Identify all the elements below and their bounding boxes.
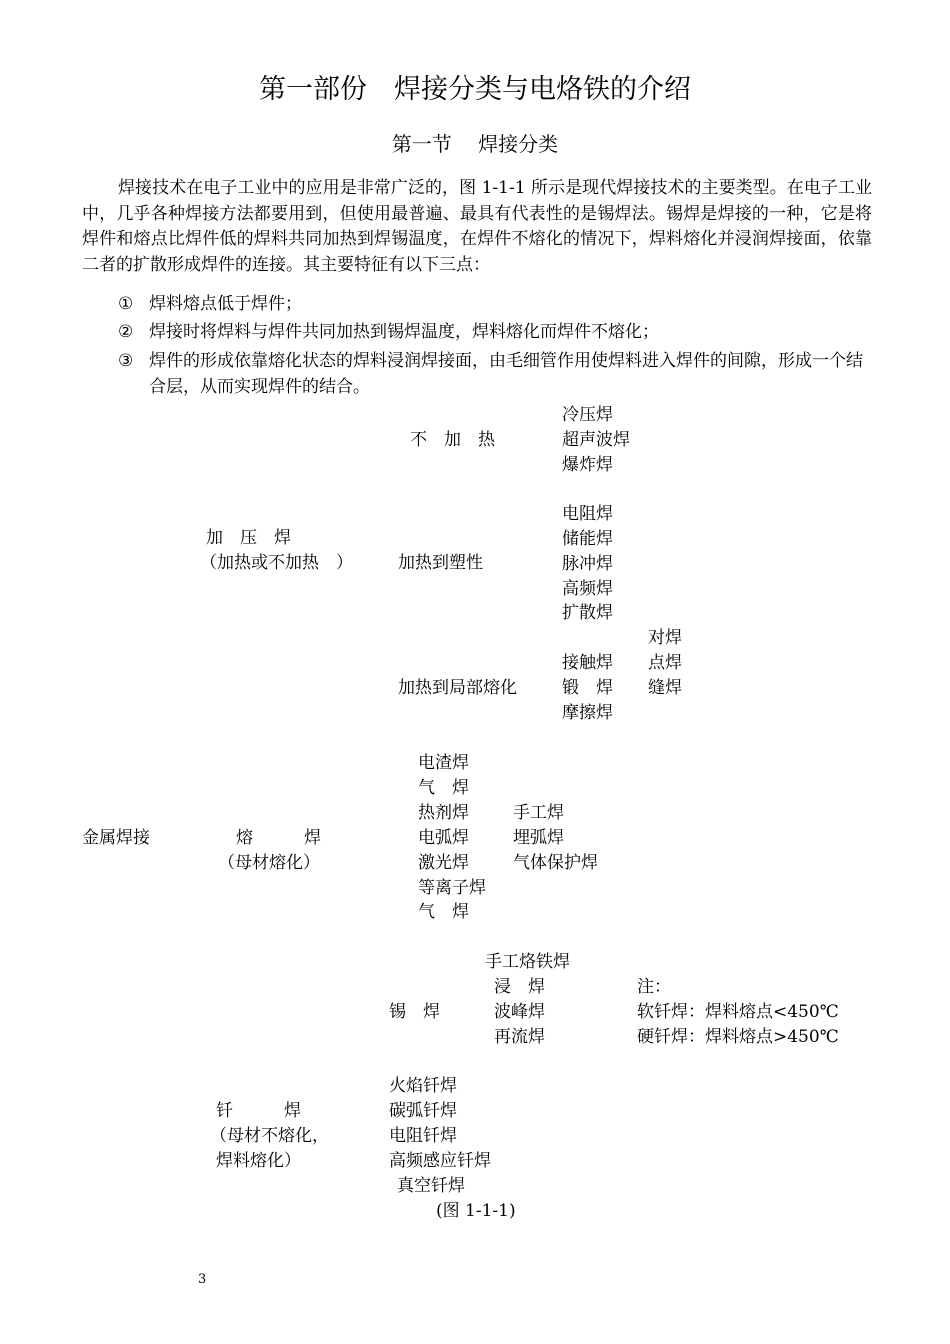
brazing-sub: 焊料熔化） (216, 1151, 301, 1171)
fusion-item: 电弧焊 (418, 828, 469, 848)
heat-plastic-item: 电阻焊 (562, 504, 613, 524)
note-line: 硬钎焊：焊料熔点>450℃ (637, 1027, 839, 1047)
note-line: 软钎焊：焊料熔点<450℃ (637, 1002, 839, 1022)
fusion-item: 气 焊 (418, 778, 469, 798)
heat-plastic-item: 扩散焊 (562, 603, 613, 623)
brazing-item: 火焰钎焊 (389, 1076, 457, 1096)
feature-item-2 (118, 320, 872, 346)
arc-weld-sub: 埋弧焊 (513, 828, 564, 848)
fusion-item: 气 焊 (418, 902, 469, 922)
pressure-welding-sub: （加热或不加热 ） (200, 553, 353, 573)
feature-item-3 (118, 349, 872, 400)
soft-solder-item: 手工烙铁焊 (485, 952, 570, 972)
soft-solder-label: 锡 焊 (389, 1002, 440, 1022)
feature-number: ③ (118, 351, 134, 371)
heat-local-item: 锻 焊 (562, 678, 613, 698)
brazing-item: 电阻钎焊 (389, 1126, 457, 1146)
contact-weld-sub: 点焊 (648, 653, 682, 673)
fusion-item: 热剂焊 (418, 803, 469, 823)
heat-local-label: 加热到局部熔化 (398, 678, 517, 698)
fusion-welding-label: 熔 焊 (236, 828, 321, 848)
feature-number: ① (118, 294, 134, 314)
feature-text: 焊接时将焊料与焊件共同加热到锡焊温度，焊料熔化而焊件不熔化； (149, 322, 659, 342)
brazing-item: 高频感应钎焊 (389, 1151, 491, 1171)
contact-weld-sub: 对焊 (648, 628, 682, 648)
brazing-sub: （母材不熔化， (210, 1126, 329, 1146)
arc-weld-sub: 手工焊 (513, 803, 564, 823)
soft-solder-item: 再流焊 (494, 1027, 545, 1047)
brazing-item: 碳弧钎焊 (389, 1101, 457, 1121)
no-heat-item: 冷压焊 (562, 405, 613, 425)
heat-plastic-item: 高频焊 (562, 579, 613, 599)
no-heat-item: 爆炸焊 (562, 455, 613, 475)
heat-plastic-item: 储能焊 (562, 529, 613, 549)
soft-solder-item: 波峰焊 (494, 1002, 545, 1022)
contact-weld-sub: 缝焊 (648, 678, 682, 698)
heat-plastic-label: 加热到塑性 (398, 553, 483, 573)
feature-text: 焊件的形成依靠熔化状态的焊料浸润焊接面，由毛细管作用使焊料进入焊件的间隙，形成一个结合层，从而实现焊件的结合。 (149, 351, 863, 397)
soft-solder-item: 浸 焊 (494, 977, 545, 997)
heat-local-item: 接触焊 (562, 653, 613, 673)
intro-paragraph: 焊接技术在电子工业中的应用是非常广泛的，图 1-1-1 所示是现代焊接技术的主要类型。在电子工业中，几乎各种焊接方法都要用到，但使用最普遍、最具有代表性的是锡焊法。锡焊是焊接的一种，它是将焊件和熔点比焊件低的焊料共同加热到焊锡温度，在焊件不熔化的情况下，焊料熔化并浸润焊接面，依靠二者的扩散形成焊件的连接。其主要特征有以下三点： (82, 178, 872, 275)
brazing-label: 钎 焊 (216, 1101, 301, 1121)
heat-local-item: 摩擦焊 (562, 703, 613, 723)
heat-plastic-item: 脉冲焊 (562, 554, 613, 574)
feature-number: ② (118, 322, 134, 342)
figure-caption: (图 1-1-1) (436, 1201, 516, 1221)
tree-root: 金属焊接 (82, 828, 150, 848)
fusion-item: 电渣焊 (418, 753, 469, 773)
fusion-welding-sub: （母材熔化） (218, 853, 320, 873)
fusion-item: 等离子焊 (418, 878, 486, 898)
arc-weld-sub: 气体保护焊 (513, 853, 598, 873)
no-heat-label: 不 加 热 (410, 430, 495, 450)
fusion-item: 激光焊 (418, 853, 469, 873)
note-label: 注： (637, 977, 671, 997)
section-title: 第一节 焊接分类 (391, 132, 559, 156)
feature-text: 焊料熔点低于焊件； (149, 294, 302, 314)
page-title: 第一部份 焊接分类与电烙铁的介绍 (259, 74, 691, 105)
no-heat-item: 超声波焊 (562, 430, 630, 450)
page-number: 3 (198, 1272, 207, 1287)
feature-item-1 (118, 292, 872, 318)
brazing-item: 真空钎焊 (397, 1176, 465, 1196)
pressure-welding-label: 加 压 焊 (206, 528, 291, 548)
